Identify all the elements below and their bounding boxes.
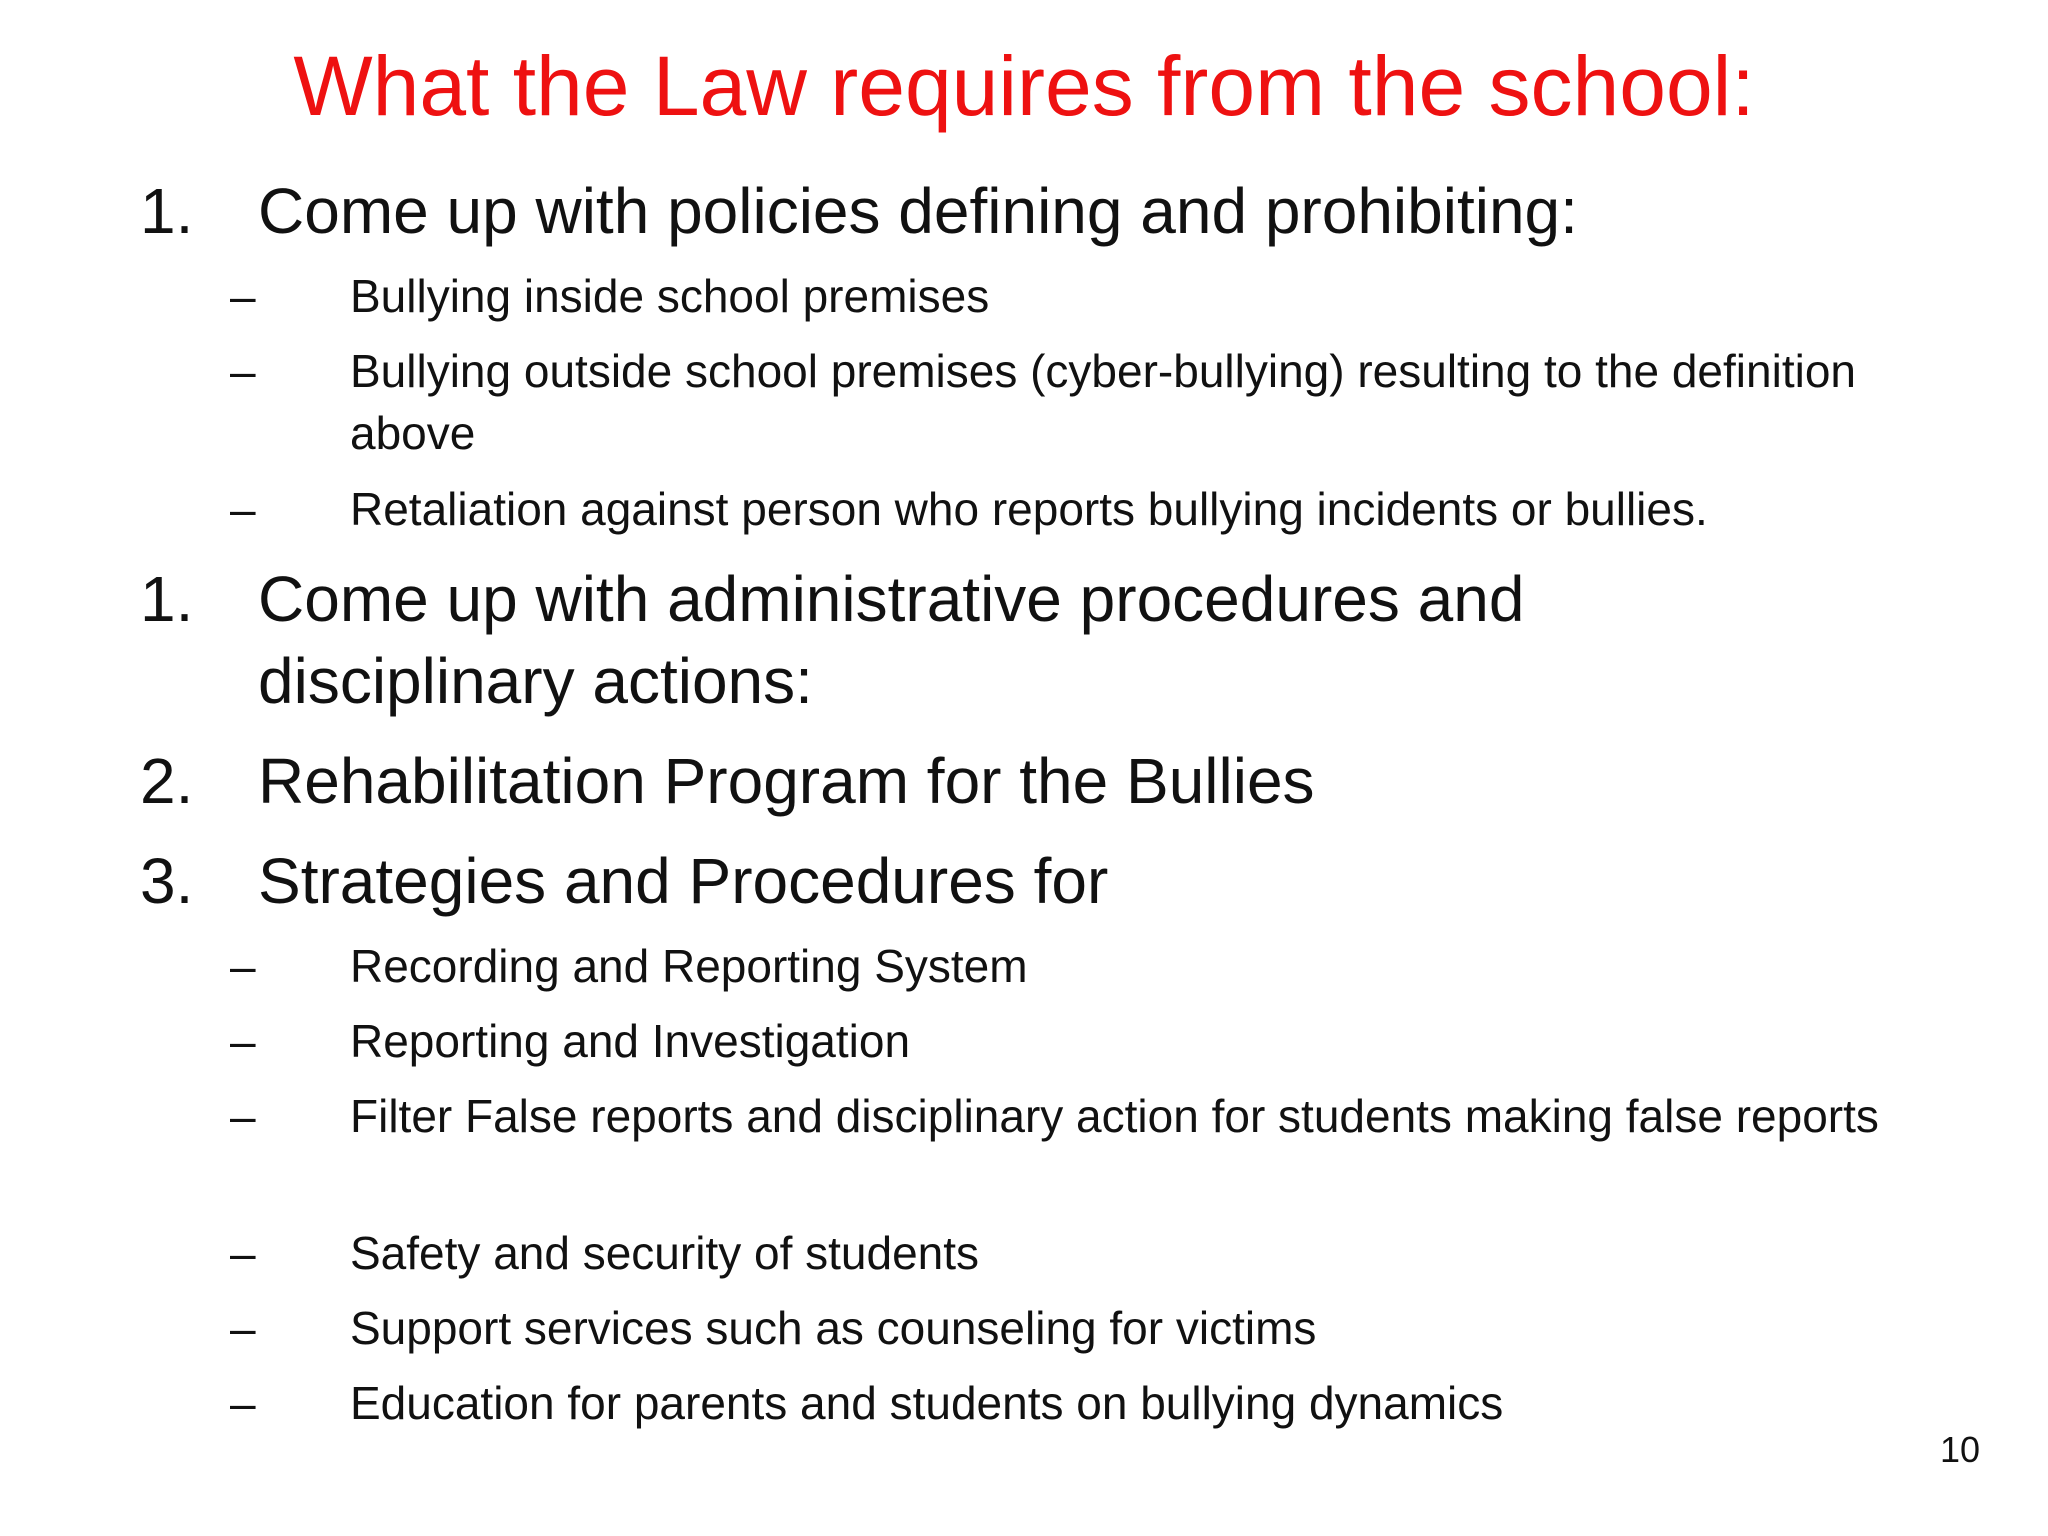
- sub-list-item: [230, 478, 1910, 540]
- sub-list-item: [230, 1085, 1910, 1147]
- sub-item-text: Reporting and Investigation: [350, 1015, 911, 1067]
- dash-bullet: –: [230, 1377, 256, 1429]
- sub-list-item: [230, 1297, 1910, 1359]
- sub-item-text: Bullying inside school premises: [350, 270, 990, 322]
- dash-bullet: –: [230, 270, 256, 322]
- sub-list-item: [230, 1010, 1910, 1072]
- sub-list-item: [230, 265, 1910, 327]
- main-list-item: [140, 740, 1840, 822]
- list-item-text: Come up with policies defining and prohibiting:: [258, 175, 1578, 247]
- sub-list-item: [230, 1372, 1910, 1434]
- sub-list-item: [230, 935, 1910, 997]
- sub-item-text: Education for parents and students on bullying dynamics: [350, 1377, 1504, 1429]
- main-list-item: [140, 840, 1840, 922]
- list-number: 1.: [140, 563, 194, 635]
- list-number: 1.: [140, 175, 194, 247]
- dash-bullet: –: [230, 1090, 256, 1142]
- list-item-text: Rehabilitation Program for the Bullies: [258, 745, 1315, 817]
- slide-title: What the Law requires from the school:: [293, 39, 1755, 133]
- dash-bullet: –: [230, 1015, 256, 1067]
- sub-item-text: Retaliation against person who reports bullying incidents or bullies.: [350, 483, 1708, 535]
- sub-item-text: Filter False reports and disciplinary action for students making false reports: [350, 1090, 1879, 1142]
- page-number: 10: [1939, 1429, 1980, 1470]
- list-number: 3.: [140, 845, 194, 917]
- dash-bullet: –: [230, 1302, 256, 1354]
- dash-bullet: –: [230, 345, 256, 397]
- sub-list-item: [230, 340, 1910, 464]
- sub-list-item: [230, 1222, 1910, 1284]
- list-number: 2.: [140, 745, 194, 817]
- sub-item-text: Support services such as counseling for victims: [350, 1302, 1317, 1354]
- list-item-text: Come up with administrative procedures and disciplinary actions:: [258, 563, 1525, 717]
- list-item-text: Strategies and Procedures for: [258, 845, 1109, 917]
- sub-item-text: Recording and Reporting System: [350, 940, 1028, 992]
- dash-bullet: –: [230, 1227, 256, 1279]
- dash-bullet: –: [230, 940, 256, 992]
- dash-bullet: –: [230, 483, 256, 535]
- sub-item-text: Bullying outside school premises (cyber-bullying) resulting to the definition above: [350, 345, 1856, 459]
- sub-item-text: Safety and security of students: [350, 1227, 980, 1279]
- main-list-item: [140, 170, 1840, 252]
- main-list-item: [140, 558, 1840, 722]
